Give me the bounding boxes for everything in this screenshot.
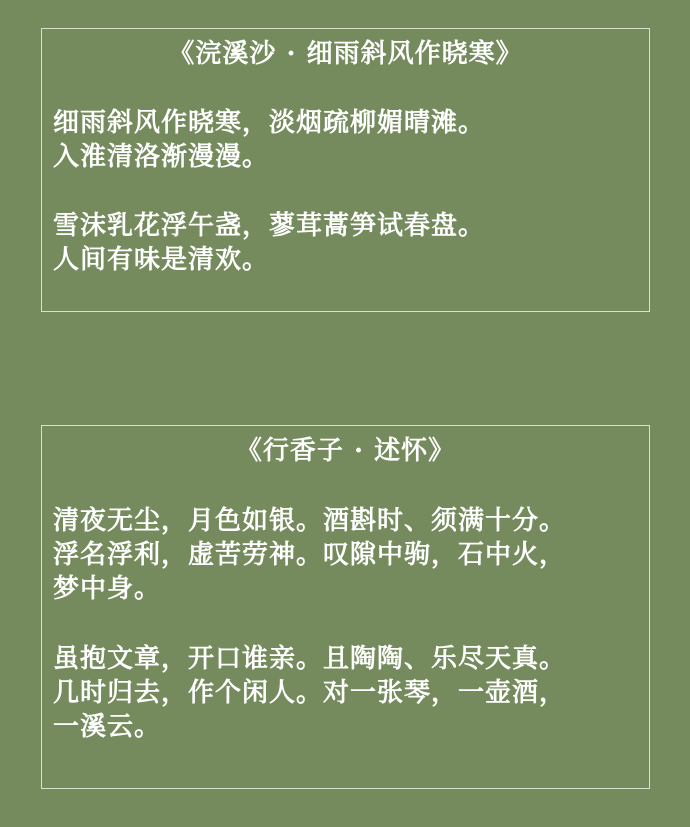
poem-line: 清夜无尘，月色如银。酒斟时、须满十分。 xyxy=(53,506,567,536)
poem-card-xingxiangzi xyxy=(41,425,650,789)
poem-line: 人间有味是清欢。 xyxy=(53,245,270,275)
poem-card-huanxisha xyxy=(41,28,650,312)
poem-stanza xyxy=(42,209,649,277)
poem-title: 《浣溪沙 · 细雨斜风作晓寒》 xyxy=(168,39,523,69)
poem-line: 几时归去，作个闲人。对一张琴，一壶酒， xyxy=(53,678,567,708)
poem-stanza xyxy=(42,504,649,606)
poem-line: 一溪云。 xyxy=(53,712,162,742)
poem-line: 细雨斜风作晓寒，淡烟疏柳媚晴滩。 xyxy=(53,108,486,138)
poem-line: 梦中身。 xyxy=(53,574,162,604)
poem-line: 入淮清洛渐漫漫。 xyxy=(53,142,270,172)
poem-line: 浮名浮利，虚苦劳神。叹隙中驹，石中火， xyxy=(53,540,567,570)
poem-stanza xyxy=(42,642,649,744)
poem-line: 雪沫乳花浮午盏，蓼茸蒿笋试春盘。 xyxy=(53,211,486,241)
poem-title: 《行香子 · 述怀》 xyxy=(235,436,456,466)
poem-stanza xyxy=(42,106,649,174)
poem-line: 虽抱文章，开口谁亲。且陶陶、乐尽天真。 xyxy=(53,644,567,674)
